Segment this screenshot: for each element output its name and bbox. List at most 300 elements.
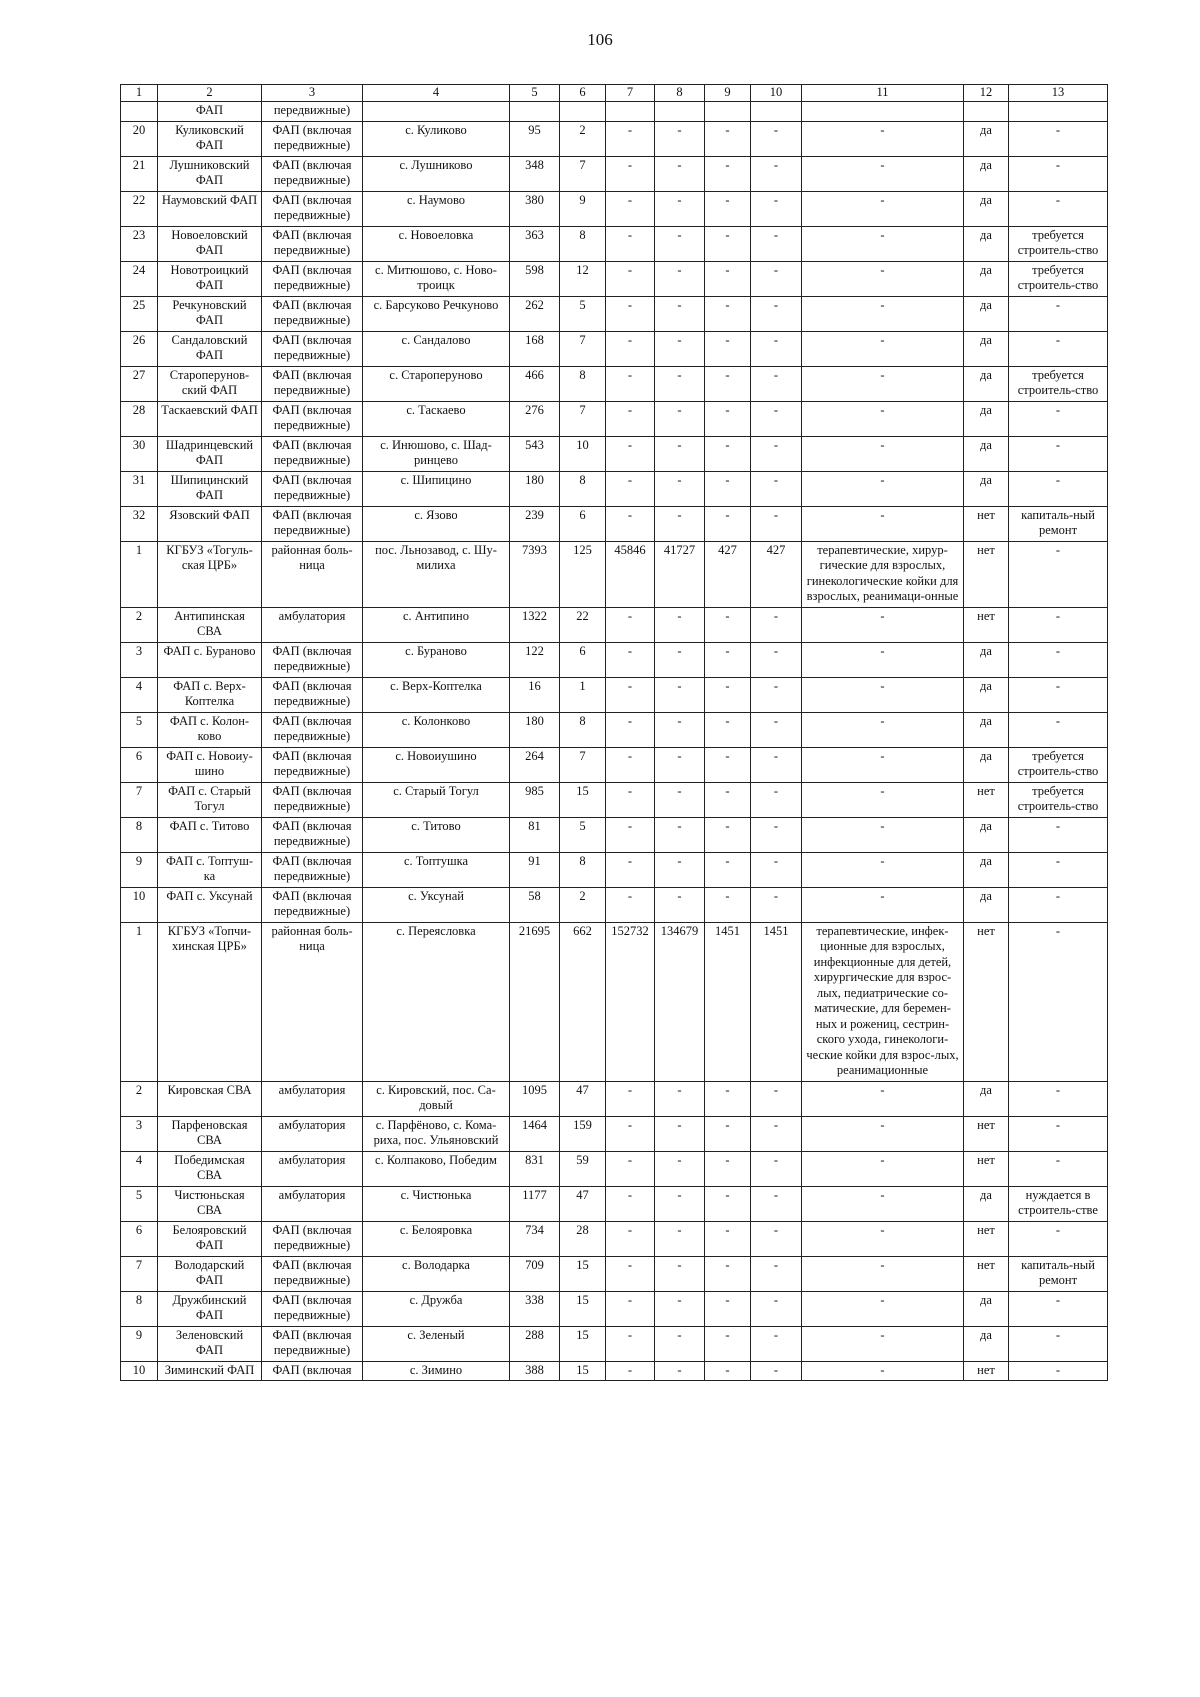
table-cell: -	[802, 782, 964, 817]
table-cell: 22	[121, 191, 158, 226]
table-cell: да	[964, 121, 1009, 156]
table-cell: -	[655, 261, 705, 296]
table-cell: Володарский ФАП	[158, 1256, 262, 1291]
table-cell: 15	[560, 1291, 606, 1326]
table-cell: ФАП (включая передвижные)	[262, 191, 363, 226]
table-cell: 427	[751, 541, 802, 607]
table-cell: да	[964, 852, 1009, 887]
table-cell: 23	[121, 226, 158, 261]
table-cell: 598	[510, 261, 560, 296]
table-cell: -	[655, 191, 705, 226]
table-cell: -	[606, 1116, 655, 1151]
table-cell: -	[606, 642, 655, 677]
table-cell: -	[655, 1291, 705, 1326]
table-cell: -	[751, 191, 802, 226]
table-cell: ФАП с. Новоиу-шино	[158, 747, 262, 782]
table-cell: -	[802, 1081, 964, 1116]
table-cell: -	[606, 296, 655, 331]
table-cell: нет	[964, 1361, 1009, 1381]
table-cell: 1177	[510, 1186, 560, 1221]
table-cell: ФАП с. Титово	[158, 817, 262, 852]
table-cell: -	[802, 366, 964, 401]
table-cell: -	[655, 226, 705, 261]
table-cell: 662	[560, 922, 606, 1081]
table-cell: -	[606, 401, 655, 436]
table-cell: ФАП (включая передвижные)	[262, 331, 363, 366]
table-cell: 5	[560, 296, 606, 331]
table-cell: 21695	[510, 922, 560, 1081]
table-cell: капиталь-ный ремонт	[1009, 1256, 1108, 1291]
table-cell: -	[751, 1116, 802, 1151]
table-cell: 30	[121, 436, 158, 471]
table-cell: Куликовский ФАП	[158, 121, 262, 156]
table-cell: 8	[121, 817, 158, 852]
table-cell: с. Парфёново, с. Кома-риха, пос. Ульяновский	[363, 1116, 510, 1151]
table-cell: да	[964, 331, 1009, 366]
table-cell: -	[705, 1081, 751, 1116]
table-cell: -	[606, 121, 655, 156]
table-cell: -	[655, 817, 705, 852]
table-cell: -	[802, 191, 964, 226]
table-cell: 58	[510, 887, 560, 922]
table-cell: -	[705, 1291, 751, 1326]
table-cell: 1322	[510, 607, 560, 642]
table-row	[121, 1081, 1108, 1116]
table-cell: нет	[964, 1221, 1009, 1256]
table-cell	[560, 102, 606, 122]
table-row	[121, 366, 1108, 401]
table-cell: 3	[121, 1116, 158, 1151]
table-cell: да	[964, 261, 1009, 296]
table-cell: 20	[121, 121, 158, 156]
table-cell: -	[655, 1221, 705, 1256]
table-cell: -	[802, 1221, 964, 1256]
column-header: 2	[158, 85, 262, 102]
table-cell: -	[802, 1186, 964, 1221]
table-row	[121, 922, 1108, 1081]
table-cell: ФАП (включая	[262, 1361, 363, 1381]
table-cell: Новоеловский ФАП	[158, 226, 262, 261]
table-cell: -	[606, 506, 655, 541]
table-cell: да	[964, 747, 1009, 782]
table-row	[121, 261, 1108, 296]
table-row	[121, 156, 1108, 191]
table-cell: -	[1009, 1221, 1108, 1256]
table-cell: 15	[560, 1256, 606, 1291]
table-cell: -	[751, 401, 802, 436]
table-cell: да	[964, 191, 1009, 226]
table-cell: -	[705, 712, 751, 747]
table-cell: -	[705, 436, 751, 471]
table-cell: 8	[560, 712, 606, 747]
table-cell: -	[705, 226, 751, 261]
table-cell: ФАП (включая передвижные)	[262, 852, 363, 887]
table-cell: 47	[560, 1186, 606, 1221]
table-cell: да	[964, 1186, 1009, 1221]
table-cell: 2	[560, 887, 606, 922]
table-cell: да	[964, 677, 1009, 712]
table-cell: -	[802, 506, 964, 541]
table-cell: амбулатория	[262, 1151, 363, 1186]
table-cell: -	[606, 817, 655, 852]
table-cell: 427	[705, 541, 751, 607]
column-header: 12	[964, 85, 1009, 102]
table-cell: амбулатория	[262, 1116, 363, 1151]
table-cell: 8	[560, 366, 606, 401]
table-cell: 7393	[510, 541, 560, 607]
table-cell: с. Митюшово, с. Ново-троицк	[363, 261, 510, 296]
column-header: 7	[606, 85, 655, 102]
table-cell: -	[705, 817, 751, 852]
table-cell: -	[802, 471, 964, 506]
table-cell: да	[964, 1081, 1009, 1116]
table-cell: 6	[121, 1221, 158, 1256]
table-cell	[751, 102, 802, 122]
table-cell	[802, 102, 964, 122]
table-cell: с. Белояровка	[363, 1221, 510, 1256]
table-cell: -	[1009, 887, 1108, 922]
table-cell: ФАП (включая передвижные)	[262, 156, 363, 191]
table-cell: ФАП с. Бураново	[158, 642, 262, 677]
table-cell: нет	[964, 1151, 1009, 1186]
table-cell: 41727	[655, 541, 705, 607]
table-row	[121, 642, 1108, 677]
table-cell: Староперунов-ский ФАП	[158, 366, 262, 401]
table-cell: -	[1009, 541, 1108, 607]
table-cell: -	[1009, 471, 1108, 506]
table-cell: -	[1009, 1291, 1108, 1326]
table-cell: 709	[510, 1256, 560, 1291]
table-cell: 15	[560, 1361, 606, 1381]
table-cell: -	[606, 1081, 655, 1116]
column-header: 4	[363, 85, 510, 102]
table-row	[121, 852, 1108, 887]
table-row	[121, 1116, 1108, 1151]
table-cell: с. Уксунай	[363, 887, 510, 922]
table-cell: -	[802, 1361, 964, 1381]
table-row	[121, 436, 1108, 471]
table-cell: -	[655, 712, 705, 747]
table-cell: 6	[560, 642, 606, 677]
table-cell: -	[751, 852, 802, 887]
table-cell: 152732	[606, 922, 655, 1081]
table-cell: Парфеновская СВА	[158, 1116, 262, 1151]
table-cell: -	[751, 607, 802, 642]
table-row	[121, 782, 1108, 817]
table-cell: Кировская СВА	[158, 1081, 262, 1116]
table-cell: 338	[510, 1291, 560, 1326]
table-cell: ФАП (включая передвижные)	[262, 747, 363, 782]
table-cell: 7	[560, 747, 606, 782]
table-cell: КГБУЗ «Топчи-хинская ЦРБ»	[158, 922, 262, 1081]
table-cell: -	[751, 1186, 802, 1221]
table-cell: -	[705, 677, 751, 712]
table-cell: нет	[964, 922, 1009, 1081]
table-cell: -	[705, 401, 751, 436]
table-cell: с. Антипино	[363, 607, 510, 642]
table-cell: с. Куликово	[363, 121, 510, 156]
table-cell: -	[802, 436, 964, 471]
table-cell: -	[802, 1291, 964, 1326]
table-cell: -	[655, 642, 705, 677]
table-cell: с. Чистюнька	[363, 1186, 510, 1221]
table-cell: -	[751, 261, 802, 296]
table-cell: -	[705, 296, 751, 331]
table-cell: требуется строитель-ство	[1009, 226, 1108, 261]
table-cell: -	[655, 121, 705, 156]
table-cell: ФАП (включая передвижные)	[262, 677, 363, 712]
table-cell: 134679	[655, 922, 705, 1081]
table-cell: с. Староперуново	[363, 366, 510, 401]
table-cell: -	[655, 436, 705, 471]
table-row	[121, 1291, 1108, 1326]
table-cell: ФАП (включая передвижные)	[262, 817, 363, 852]
table-cell: с. Инюшово, с. Шад-ринцево	[363, 436, 510, 471]
table-cell: -	[705, 1151, 751, 1186]
table-row	[121, 817, 1108, 852]
table-cell: -	[705, 642, 751, 677]
table-cell: да	[964, 887, 1009, 922]
table-cell: 7	[121, 1256, 158, 1291]
table-cell: -	[751, 471, 802, 506]
table-cell: Зиминский ФАП	[158, 1361, 262, 1381]
table-cell: с. Бураново	[363, 642, 510, 677]
table-cell: -	[1009, 1151, 1108, 1186]
table-row	[121, 712, 1108, 747]
table-cell: Белояровский ФАП	[158, 1221, 262, 1256]
table-cell: -	[655, 366, 705, 401]
table-cell: -	[655, 677, 705, 712]
table-cell: ФАП (включая передвижные)	[262, 471, 363, 506]
table-row	[121, 226, 1108, 261]
table-cell	[510, 102, 560, 122]
table-cell: -	[1009, 712, 1108, 747]
table-cell: Речкуновский ФАП	[158, 296, 262, 331]
table-cell: -	[606, 1186, 655, 1221]
table-cell: -	[802, 226, 964, 261]
table-cell: Антипинская СВА	[158, 607, 262, 642]
table-cell: Наумовский ФАП	[158, 191, 262, 226]
table-cell: -	[705, 1221, 751, 1256]
table-cell: -	[802, 642, 964, 677]
table-cell: -	[1009, 852, 1108, 887]
table-row	[121, 296, 1108, 331]
column-header: 6	[560, 85, 606, 102]
table-row	[121, 1186, 1108, 1221]
table-cell: Дружбинский ФАП	[158, 1291, 262, 1326]
table-cell: -	[1009, 156, 1108, 191]
table-cell: 388	[510, 1361, 560, 1381]
table-cell: 159	[560, 1116, 606, 1151]
table-cell: -	[705, 506, 751, 541]
table-cell: 81	[510, 817, 560, 852]
table-cell: 122	[510, 642, 560, 677]
table-row	[121, 401, 1108, 436]
table-cell: -	[802, 747, 964, 782]
table-cell: -	[655, 852, 705, 887]
table-cell: терапевтические, инфек-ционные для взрослых, инфекционные для детей, хирургические для взрос-лых, педиатрические со-матические, для беремен-ных и рожениц, сестрин-ского ухода, гинекологи-ческие койки для взрос-лых, реанимационные	[802, 922, 964, 1081]
table-cell: -	[802, 817, 964, 852]
table-cell: -	[606, 156, 655, 191]
table-cell: -	[1009, 1116, 1108, 1151]
table-cell: с. Титово	[363, 817, 510, 852]
table-cell: -	[802, 852, 964, 887]
table-cell: нет	[964, 506, 1009, 541]
table-cell: Таскаевский ФАП	[158, 401, 262, 436]
table-cell: 28	[560, 1221, 606, 1256]
table-cell: -	[802, 156, 964, 191]
table-cell: -	[655, 401, 705, 436]
table-cell: -	[1009, 121, 1108, 156]
table-cell: ФАП (включая передвижные)	[262, 506, 363, 541]
table-cell: 16	[510, 677, 560, 712]
table-cell: 21	[121, 156, 158, 191]
table-cell: -	[1009, 607, 1108, 642]
table-cell: Победимская СВА	[158, 1151, 262, 1186]
table-cell: -	[705, 121, 751, 156]
table-cell: -	[751, 1361, 802, 1381]
table-cell: 239	[510, 506, 560, 541]
table-cell: -	[655, 1256, 705, 1291]
table-cell: -	[655, 887, 705, 922]
table-cell: -	[606, 261, 655, 296]
table-cell: -	[705, 782, 751, 817]
table-cell: пос. Льнозавод, с. Шу-милиха	[363, 541, 510, 607]
column-header: 10	[751, 85, 802, 102]
table-cell: -	[1009, 817, 1108, 852]
header-row	[121, 85, 1108, 102]
table-cell: -	[606, 712, 655, 747]
table-cell: -	[751, 1291, 802, 1326]
table-cell: Шипицинский ФАП	[158, 471, 262, 506]
table-cell: -	[751, 156, 802, 191]
table-cell: да	[964, 401, 1009, 436]
table-cell: требуется строитель-ство	[1009, 782, 1108, 817]
table-cell: с. Язово	[363, 506, 510, 541]
table-cell: -	[751, 331, 802, 366]
table-cell: -	[1009, 677, 1108, 712]
table-cell: амбулатория	[262, 1186, 363, 1221]
table-cell: ФАП (включая передвижные)	[262, 226, 363, 261]
table-cell: да	[964, 817, 1009, 852]
table-cell: -	[802, 1151, 964, 1186]
table-cell: 985	[510, 782, 560, 817]
table-cell: 7	[121, 782, 158, 817]
table-cell: -	[802, 121, 964, 156]
table-cell: ФАП (включая передвижные)	[262, 1256, 363, 1291]
table-cell: 9	[560, 191, 606, 226]
table-cell: 734	[510, 1221, 560, 1256]
table-cell: 45846	[606, 541, 655, 607]
table-cell: -	[802, 401, 964, 436]
table-cell: 543	[510, 436, 560, 471]
table-cell: -	[606, 1151, 655, 1186]
table-cell: 1451	[705, 922, 751, 1081]
table-cell: с. Лушниково	[363, 156, 510, 191]
table-cell: -	[1009, 1361, 1108, 1381]
table-cell: нет	[964, 1116, 1009, 1151]
table-cell: -	[705, 366, 751, 401]
table-cell: ФАП с. Колон-ково	[158, 712, 262, 747]
table-cell: 47	[560, 1081, 606, 1116]
table-cell: -	[751, 677, 802, 712]
table-cell: -	[705, 1186, 751, 1221]
table-cell: -	[1009, 922, 1108, 1081]
table-cell: -	[751, 1081, 802, 1116]
table-cell: амбулатория	[262, 607, 363, 642]
column-header: 1	[121, 85, 158, 102]
table-cell: требуется строитель-ство	[1009, 747, 1108, 782]
table-cell: 10	[560, 436, 606, 471]
table-cell: 7	[560, 401, 606, 436]
table-cell: Новотроицкий ФАП	[158, 261, 262, 296]
table-cell: 1	[560, 677, 606, 712]
table-cell: -	[802, 261, 964, 296]
table-cell: 25	[121, 296, 158, 331]
table-cell: -	[705, 852, 751, 887]
table-cell: с. Сандалово	[363, 331, 510, 366]
table-cell: -	[751, 642, 802, 677]
table-cell: -	[606, 1256, 655, 1291]
table-cell: -	[802, 677, 964, 712]
table-cell: с. Наумово	[363, 191, 510, 226]
table-cell: -	[606, 436, 655, 471]
table-cell: -	[1009, 436, 1108, 471]
table-cell: Зеленовский ФАП	[158, 1326, 262, 1361]
table-row	[121, 1221, 1108, 1256]
table-cell: 59	[560, 1151, 606, 1186]
table-cell: 27	[121, 366, 158, 401]
table-cell: -	[705, 1116, 751, 1151]
table-cell: с. Дружба	[363, 1291, 510, 1326]
table-cell: нет	[964, 607, 1009, 642]
table-cell: -	[606, 887, 655, 922]
table-cell: да	[964, 436, 1009, 471]
table-cell: -	[751, 1256, 802, 1291]
table-cell: 380	[510, 191, 560, 226]
table-cell: 9	[121, 1326, 158, 1361]
table-cell: 24	[121, 261, 158, 296]
table-cell: -	[606, 1221, 655, 1256]
table-cell: -	[802, 607, 964, 642]
table-cell: 2	[560, 121, 606, 156]
table-cell: амбулатория	[262, 1081, 363, 1116]
table-cell: ФАП (включая передвижные)	[262, 261, 363, 296]
table-row	[121, 331, 1108, 366]
table-cell	[1009, 102, 1108, 122]
table-cell: нет	[964, 1256, 1009, 1291]
table-cell: -	[606, 471, 655, 506]
table-cell: с. Верх-Коптелка	[363, 677, 510, 712]
table-cell: 168	[510, 331, 560, 366]
table-cell: 91	[510, 852, 560, 887]
table-cell: да	[964, 642, 1009, 677]
table-cell: ФАП (включая передвижные)	[262, 712, 363, 747]
table-cell: 5	[121, 712, 158, 747]
table-cell: передвижные)	[262, 102, 363, 122]
table-cell: 5	[560, 817, 606, 852]
table-cell: 262	[510, 296, 560, 331]
table-cell: -	[751, 1326, 802, 1361]
table-cell: 125	[560, 541, 606, 607]
table-cell	[606, 102, 655, 122]
table-cell: -	[705, 1326, 751, 1361]
table-cell: -	[655, 1326, 705, 1361]
table-row	[121, 506, 1108, 541]
table-cell: ФАП с. Уксунай	[158, 887, 262, 922]
table-cell: 2	[121, 607, 158, 642]
table-cell: с. Кировский, пос. Са-довый	[363, 1081, 510, 1116]
